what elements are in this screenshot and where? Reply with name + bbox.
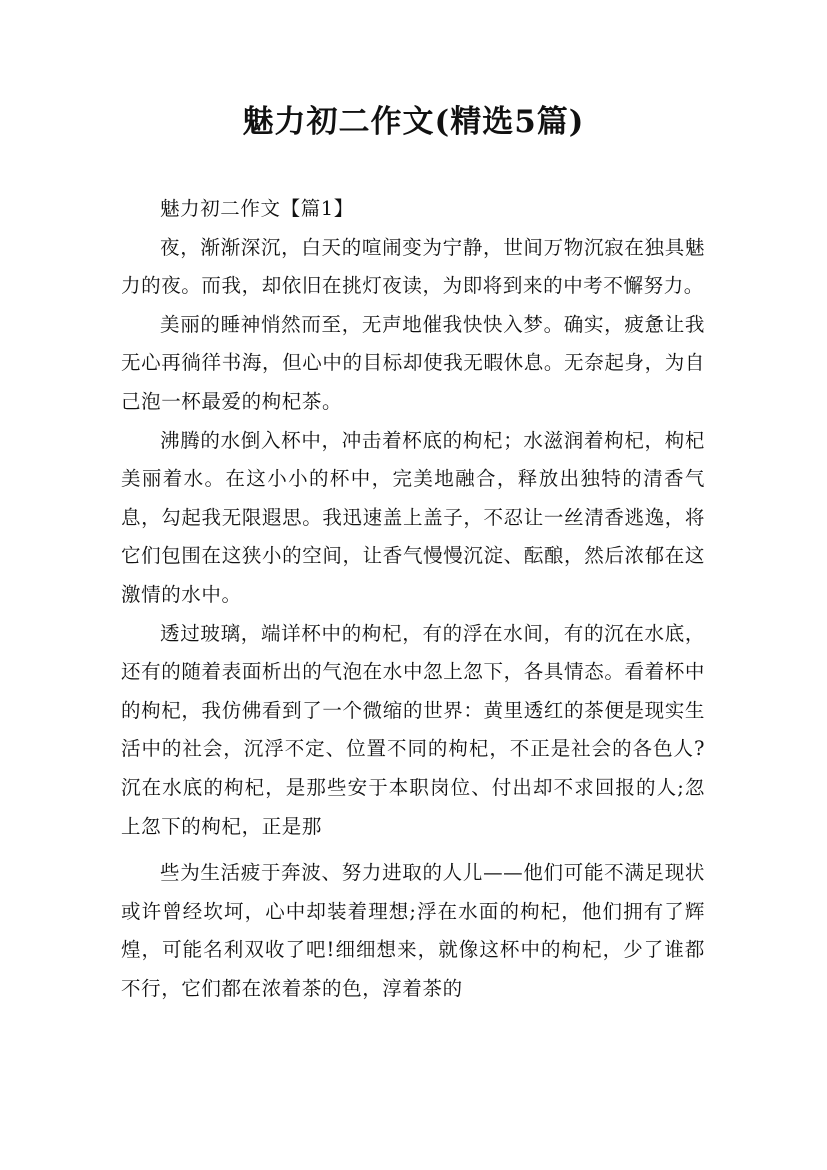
document-body bbox=[121, 190, 705, 1008]
paragraph-2: 美丽的睡神悄然而至，无声地催我快快入梦。确实，疲惫让我无心再徜徉书海，但心中的目标却使我无暇休息。无奈起身，为自己泡一杯最爱的枸杞茶。 bbox=[121, 312, 705, 413]
paragraph-5: 些为生活疲于奔波、努力进取的人儿——他们可能不满足现状或许曾经坎坷，心中却装着理想;浮在水面的枸杞，他们拥有了辉煌，可能名利双收了吧!细细想来，就像这杯中的枸杞，少了谁都不行，它们都在浓着茶的色，淳着茶的 bbox=[121, 861, 705, 1000]
paragraph-1: 夜，渐渐深沉，白天的喧闹变为宁静，世间万物沉寂在独具魅力的夜。而我，却依旧在挑灯夜读，为即将到来的中考不懈努力。 bbox=[121, 235, 705, 298]
document-title: 魅力初二作文(精选5篇) bbox=[242, 104, 585, 140]
section-heading: 魅力初二作文【篇1】 bbox=[160, 197, 354, 220]
paragraph-3: 沸腾的水倒入杯中，冲击着杯底的枸杞；水滋润着枸杞，枸杞美丽着水。在这小小的杯中，完美地融合，释放出独特的清香气息，勾起我无限遐思。我迅速盖上盖子，不忍让一丝清香逃逸，将它们包围在这狭小的空间，让香气慢慢沉淀、酝酿，然后浓郁在这激情的水中。 bbox=[121, 428, 705, 606]
paragraph-4: 透过玻璃，端详杯中的枸杞，有的浮在水间，有的沉在水底，还有的随着表面析出的气泡在水中忽上忽下，各具情态。看着杯中的枸杞，我仿佛看到了一个微缩的世界：黄里透红的茶便是现实生活中的社会，沉浮不定、位置不同的枸杞，不正是社会的各色人?沉在水底的枸杞，是那些安于本职岗位、付出却不求回报的人;忽上忽下的枸杞，正是那 bbox=[121, 621, 705, 838]
